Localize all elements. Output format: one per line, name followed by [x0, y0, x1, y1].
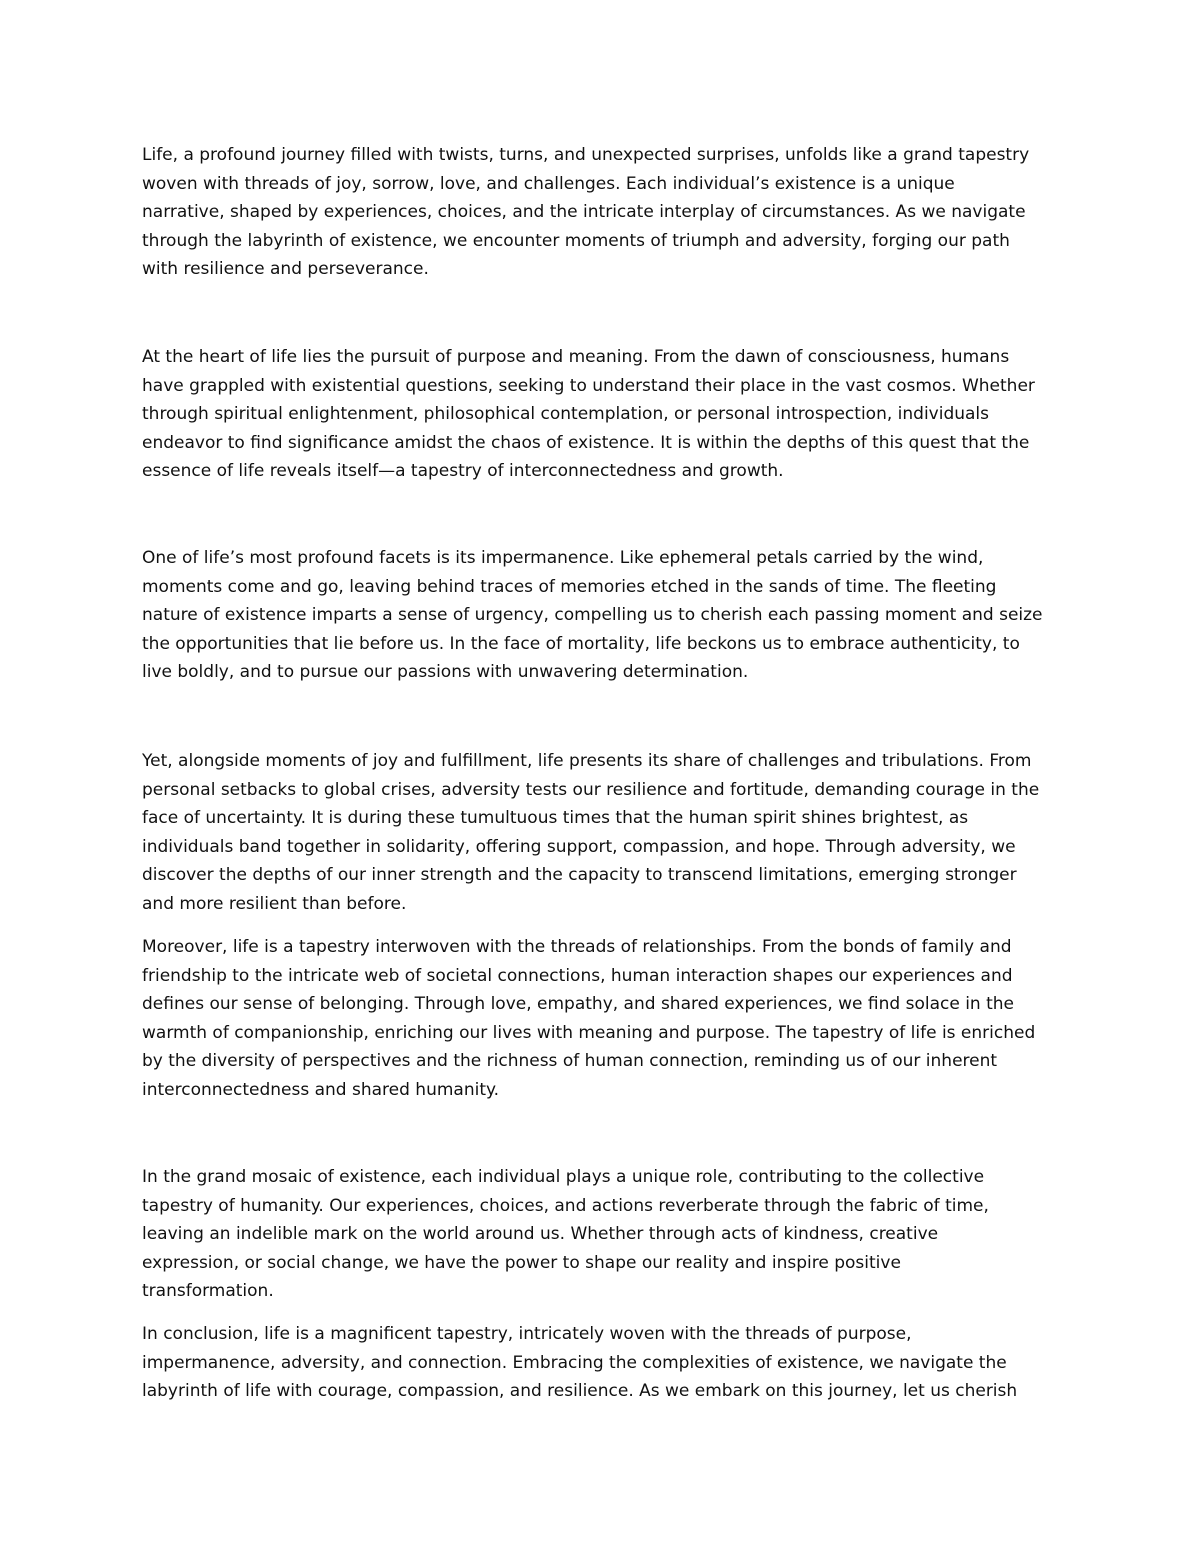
text-line: face of uncertainty. It is during these tumultuous times that the human spirit shines brightest, as [142, 808, 969, 829]
text-line: defines our sense of belonging. Through love, empathy, and shared experiences, we find solace in the [142, 994, 1015, 1015]
text-line: moments come and go, leaving behind traces of memories etched in the sands of time. The fleeting [142, 576, 997, 597]
text-line: labyrinth of life with courage, compassion, and resilience. As we embark on this journey, let us cherish [142, 1381, 1018, 1402]
text-line: through the labyrinth of existence, we encounter moments of triumph and adversity, forging our path [142, 230, 1010, 251]
text-line: One of life’s most profound facets is its impermanence. Like ephemeral petals carried by the wind, [142, 548, 984, 568]
paragraph-purpose [142, 343, 1102, 486]
text-line: individuals band together in solidarity, offering support, compassion, and hope. Through adversity, we [142, 836, 1016, 857]
text-line: by the diversity of perspectives and the richness of human connection, reminding us of our inherent [142, 1051, 998, 1072]
text-line: transformation. [142, 1281, 274, 1302]
text-line: Moreover, life is a tapestry interwoven with the threads of relationships. From the bonds of family and [142, 937, 1012, 957]
text-line: Life, a profound journey filled with twists, turns, and unexpected surprises, unfolds like a grand tapestry [142, 145, 1030, 165]
text-line: warmth of companionship, enriching our lives with meaning and purpose. The tapestry of life is enriched [142, 1022, 1036, 1043]
text-line: through spiritual enlightenment, philosophical contemplation, or personal introspection, individuals [142, 404, 990, 425]
text-line: leaving an indelible mark on the world around us. Whether through acts of kindness, creative [142, 1224, 939, 1245]
text-line: nature of existence imparts a sense of urgency, compelling us to cherish each passing moment and seize [142, 605, 1043, 626]
text-line: personal setbacks to global crises, adversity tests our resilience and fortitude, demanding courage in the [142, 779, 1040, 800]
text-line: live boldly, and to pursue our passions with unwavering determination. [142, 662, 749, 683]
paragraph-conclusion [142, 1320, 1102, 1406]
paragraph-life-journey [142, 141, 1102, 284]
text-line: woven with threads of joy, sorrow, love, and challenges. Each individual’s existence is a unique [142, 173, 955, 194]
text-line: Yet, alongside moments of joy and fulfillment, life presents its share of challenges and tribulations. From [142, 751, 1032, 771]
text-line: In conclusion, life is a magnificent tapestry, intricately woven with the threads of purpose, [142, 1324, 912, 1344]
text-line: have grappled with existential questions, seeking to understand their place in the vast cosmos. Whether [142, 375, 1035, 396]
text-line: discover the depths of our inner strength and the capacity to transcend limitations, emerging stronger [142, 865, 1017, 886]
text-line: interconnectedness and shared humanity. [142, 1079, 500, 1100]
paragraph-relationships [142, 933, 1102, 1105]
text-line: the opportunities that lie before us. In the face of mortality, life beckons us to embrace authenticity, to [142, 633, 1020, 654]
text-line: friendship to the intricate web of societal connections, human interaction shapes our experiences and [142, 965, 1013, 986]
text-line: At the heart of life lies the pursuit of purpose and meaning. From the dawn of consciousness, humans [142, 347, 1010, 367]
paragraph-mosaic [142, 1163, 1102, 1306]
text-line: In the grand mosaic of existence, each individual plays a unique role, contributing to the collective [142, 1167, 985, 1187]
text-line: expression, or social change, we have the power to shape our reality and inspire positive [142, 1252, 901, 1273]
text-line: tapestry of humanity. Our experiences, choices, and actions reverberate through the fabric of time, [142, 1195, 989, 1216]
text-line: endeavor to find significance amidst the chaos of existence. It is within the depths of this quest that the [142, 432, 1030, 453]
text-line: impermanence, adversity, and connection. Embracing the complexities of existence, we navigate the [142, 1352, 1007, 1373]
paragraph-challenges [142, 747, 1102, 919]
text-line: and more resilient than before. [142, 893, 407, 914]
text-line: with resilience and perseverance. [142, 259, 429, 280]
text-line: narrative, shaped by experiences, choices, and the intricate interplay of circumstances. As we navigate [142, 202, 1026, 223]
text-line: essence of life reveals itself—a tapestry of interconnectedness and growth. [142, 461, 784, 482]
paragraph-impermanence [142, 544, 1102, 687]
